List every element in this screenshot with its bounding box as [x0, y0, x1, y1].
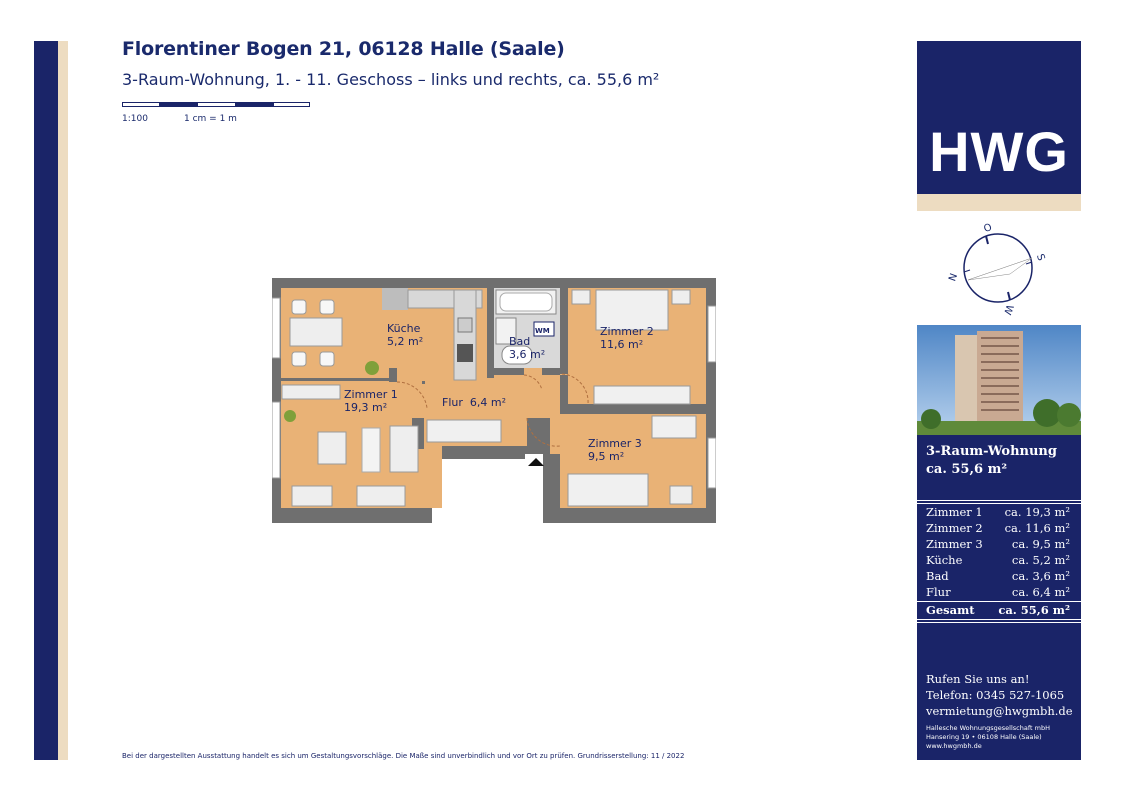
email-link[interactable]: vermietung@hwgmbh.de: [926, 704, 1073, 718]
info-room-row: Küche ca. 5,2 m²: [926, 553, 1070, 567]
info-room-row: Bad ca. 3,6 m²: [926, 569, 1070, 583]
compass: [940, 222, 1060, 322]
compass-east: O: [982, 221, 994, 236]
compass-north: N: [947, 272, 961, 283]
room-label-bad: Bad 3,6 m²: [509, 335, 546, 361]
logo-beige-band: [917, 194, 1081, 211]
info-separator: [917, 619, 1081, 620]
company-address: Hansering 19 • 06108 Halle (Saale): [926, 733, 1042, 741]
left-navy-stripe: [34, 41, 58, 760]
company-name: Hallesche Wohnungsgesellschaft mbH: [926, 724, 1050, 732]
building-photo: [917, 325, 1081, 435]
building-photo-image: [917, 325, 1081, 435]
floor-plan: [272, 278, 716, 523]
compass-south: S: [1033, 252, 1047, 263]
logo-text: HWG: [929, 120, 1069, 183]
scale-unit: 1 cm = 1 m: [184, 114, 237, 124]
info-room-row: Zimmer 1 ca. 19,3 m²: [926, 505, 1070, 519]
info-room-row: Zimmer 2 ca. 11,6 m²: [926, 521, 1070, 535]
page-title: Florentiner Bogen 21, 06128 Halle (Saale): [122, 38, 565, 60]
scale-bar: [122, 102, 310, 107]
footnote: Bei der dargestellten Ausstattung handelt es sich um Gestaltungsvorschläge. Die Maße sind unverbindlich und vor Ort zu prüfen. Grundrisserstellung: 11 / 2022: [122, 752, 685, 760]
hwg-logo: [917, 41, 1081, 194]
room-label-zimmer-1: Zimmer 1 19,3 m²: [344, 388, 398, 414]
room-label-kueche: Küche 5,2 m²: [387, 322, 424, 348]
call-text: Rufen Sie uns an!: [926, 672, 1030, 686]
website-link[interactable]: www.hwgmbh.de: [926, 742, 982, 750]
info-separator: [917, 500, 1081, 501]
room-label-zimmer-2: Zimmer 2 11,6 m²: [600, 325, 654, 351]
info-title: 3-Raum-Wohnung ca. 55,6 m²: [926, 444, 1057, 477]
washing-machine-label: WM: [535, 327, 550, 335]
room-label-flur: Flur 6,4 m²: [442, 396, 507, 409]
info-total-row: Gesamt ca. 55,6 m²: [926, 603, 1070, 617]
scale-ratio: 1:100: [122, 114, 148, 124]
apartment-info-box: [917, 435, 1081, 760]
info-room-row: Zimmer 3 ca. 9,5 m²: [926, 537, 1070, 551]
left-beige-stripe: [58, 41, 68, 760]
phone-number[interactable]: Telefon: 0345 527-1065: [926, 688, 1065, 702]
compass-west: W: [1001, 302, 1015, 317]
info-room-row: Flur ca. 6,4 m²: [926, 585, 1070, 599]
compass-icon: [940, 222, 1060, 322]
page-subtitle: 3-Raum-Wohnung, 1. - 11. Geschoss – links und rechts, ca. 55,6 m²: [122, 70, 660, 89]
info-separator: [917, 622, 1081, 623]
room-label-zimmer-3: Zimmer 3 9,5 m²: [588, 437, 642, 463]
